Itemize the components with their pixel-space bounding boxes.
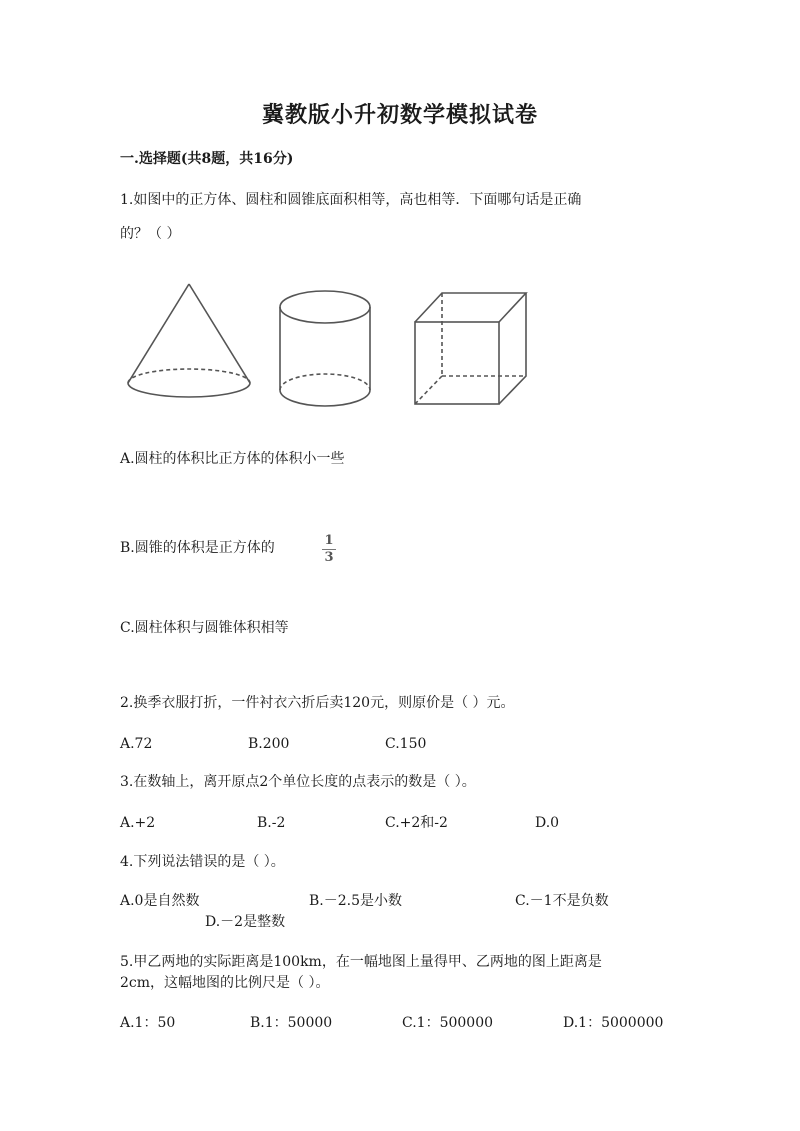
- question-2-option-b: B.200: [248, 736, 290, 752]
- question-4-stem: 4.下列说法错误的是（ ）。: [120, 854, 285, 870]
- fraction-numerator: 1: [324, 533, 334, 548]
- question-5-stem-line1: 5.甲乙两地的实际距离是100km，在一幅地图上量得甲、乙两地的图上距离是: [120, 954, 602, 970]
- cone-shape: [128, 284, 250, 397]
- question-5-stem-line2: 2cm，这幅地图的比例尺是（ ）。: [120, 975, 330, 991]
- cylinder-shape: [280, 291, 370, 406]
- question-4-option-c: C.－1不是负数: [515, 893, 609, 909]
- question-2-option-a: A.72: [120, 736, 153, 752]
- question-5-option-d: D.1：5000000: [563, 1015, 664, 1031]
- section-heading: 一.选择题(共8题，共16分): [120, 151, 294, 167]
- question-1-stem-line2: 的？（ ）: [120, 226, 181, 242]
- question-3-option-d: D.0: [535, 815, 560, 831]
- fraction-denominator: 3: [324, 550, 334, 565]
- question-1-option-a: A.圆柱的体积比正方体的体积小一些: [120, 451, 345, 467]
- question-4-option-a: A.0是自然数: [120, 893, 200, 909]
- question-2-stem: 2.换季衣服打折，一件衬衣六折后卖120元，则原价是（ ）元。: [120, 695, 515, 711]
- cube-shape: [415, 293, 526, 404]
- question-3-option-a: A.+2: [120, 815, 156, 831]
- question-1-option-c: C.圆柱体积与圆锥体积相等: [120, 620, 289, 636]
- question-1-stem-line1: 1.如图中的正方体、圆柱和圆锥底面积相等，高也相等．下面哪句话是正确: [120, 192, 582, 208]
- question-4-option-b: B.－2.5是小数: [309, 893, 403, 909]
- question-3-option-b: B.-2: [257, 815, 286, 831]
- question-3-option-c: C.+2和-2: [385, 815, 448, 831]
- page-title: 冀教版小升初数学模拟试卷: [261, 102, 538, 128]
- question-4-option-d: D.－2是整数: [205, 914, 286, 930]
- question-5-option-b: B.1：50000: [250, 1015, 333, 1031]
- question-1-option-b: B.圆锥的体积是正方体的: [120, 540, 275, 556]
- question-5-option-a: A.1：50: [120, 1015, 176, 1031]
- question-5-option-c: C.1：500000: [402, 1015, 494, 1031]
- question-2-option-c: C.150: [385, 736, 427, 752]
- fraction-one-third: [322, 534, 336, 565]
- question-3-stem: 3.在数轴上，离开原点2个单位长度的点表示的数是（ ）。: [120, 774, 476, 790]
